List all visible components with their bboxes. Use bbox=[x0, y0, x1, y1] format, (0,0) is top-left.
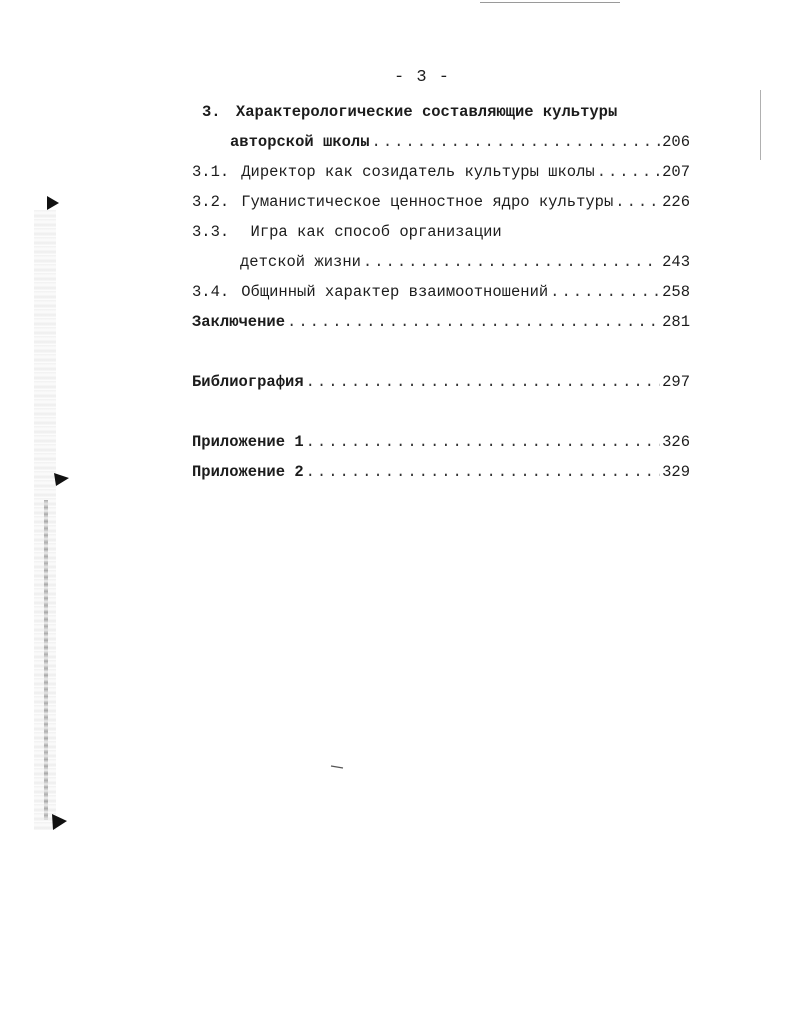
toc-page-number: 243 bbox=[662, 253, 690, 271]
toc-section-3-title-line2: авторской школы bbox=[230, 133, 370, 151]
page-number: - 3 - bbox=[393, 68, 450, 87]
scan-binding-line bbox=[44, 500, 48, 820]
toc-page-number: 329 bbox=[662, 463, 690, 481]
toc-leader-dots bbox=[306, 462, 660, 482]
toc-section-3-heading bbox=[202, 102, 617, 122]
toc-page-number: 326 bbox=[662, 433, 690, 451]
stray-mark bbox=[330, 764, 344, 770]
toc-entry-3-3-line1 bbox=[192, 222, 502, 242]
toc-page-number: 281 bbox=[662, 313, 690, 331]
toc-leader-dots bbox=[615, 192, 660, 212]
toc-entry-title: Приложение 1 bbox=[192, 433, 304, 451]
toc-entry-title-line1: Игра как способ организации bbox=[250, 223, 502, 241]
toc-entry-3-3-line2 bbox=[240, 252, 690, 272]
toc-entry-3-1 bbox=[192, 162, 690, 182]
toc-entry-number: 3.1. bbox=[192, 163, 230, 181]
toc-entry-title: Гуманистическое ценностное ядро культуры bbox=[241, 193, 614, 211]
toc-page-number: 258 bbox=[662, 283, 690, 301]
toc-leader-dots bbox=[363, 252, 660, 272]
toc-entry-title: Заключение bbox=[192, 313, 286, 331]
toc-entry-number: 3.2. bbox=[192, 193, 230, 211]
toc-entry-bibliography bbox=[192, 372, 690, 392]
toc-page-number: 226 bbox=[662, 193, 690, 211]
punch-hole-mark-bottom bbox=[50, 812, 70, 832]
toc-entry-appendix-2 bbox=[192, 462, 690, 482]
toc-leader-dots bbox=[306, 372, 660, 392]
scan-mark-top bbox=[480, 2, 620, 3]
toc-entry-title-line2: детской жизни bbox=[240, 253, 361, 271]
toc-entry-number: 3.3. bbox=[192, 223, 230, 241]
toc-leader-dots bbox=[597, 162, 660, 182]
toc-entry-title: Общинный характер взаимоотношений bbox=[241, 283, 549, 301]
toc-leader-dots bbox=[306, 432, 660, 452]
toc-leader-dots bbox=[372, 132, 661, 152]
toc-entry-3-2 bbox=[192, 192, 690, 212]
toc-page-number: 207 bbox=[662, 163, 690, 181]
toc-entry-number: 3.4. bbox=[192, 283, 230, 301]
toc-page-number: 206 bbox=[662, 133, 690, 151]
toc-entry-title: Приложение 2 bbox=[192, 463, 304, 481]
toc-entry-3-4 bbox=[192, 282, 690, 302]
scan-mark-right bbox=[760, 90, 761, 160]
toc-section-3-title-line1: Характерологические составляющие культуры bbox=[235, 103, 618, 121]
toc-page-number: 297 bbox=[662, 373, 690, 391]
toc-entry-title: Директор как созидатель культуры школы bbox=[241, 163, 595, 181]
punch-hole-mark-middle bbox=[52, 470, 72, 488]
toc-section-3-number: 3. bbox=[202, 103, 221, 121]
toc-entry-conclusion bbox=[192, 312, 690, 332]
toc-entry-appendix-1 bbox=[192, 432, 690, 452]
toc-leader-dots bbox=[287, 312, 660, 332]
toc-section-3-line2 bbox=[230, 132, 690, 152]
toc-leader-dots bbox=[550, 282, 660, 302]
toc-entry-title: Библиография bbox=[192, 373, 304, 391]
punch-hole-mark-top bbox=[44, 194, 62, 212]
